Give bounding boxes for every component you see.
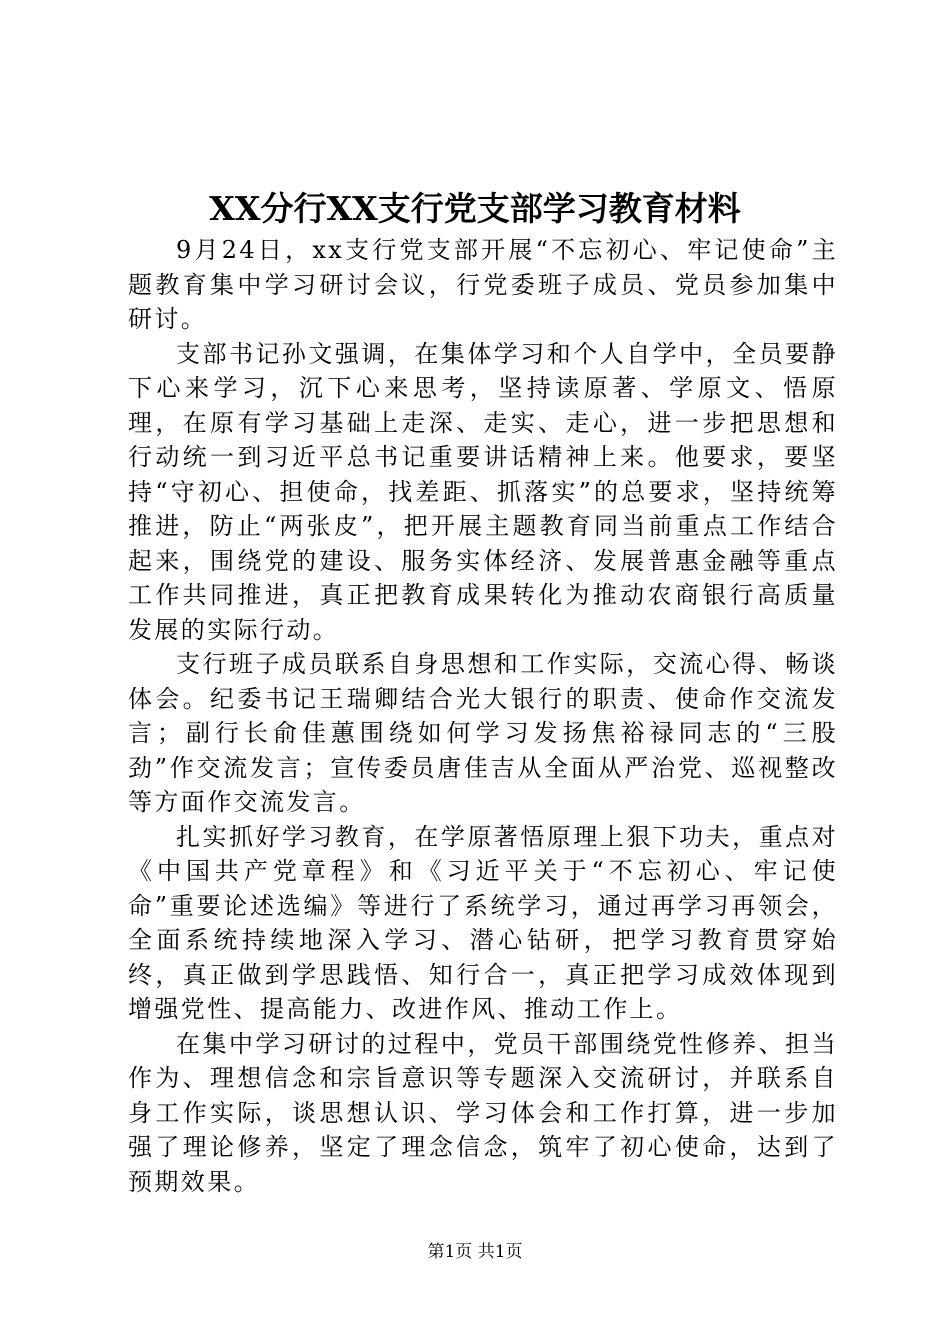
paragraph-3: 支行班子成员联系自身思想和工作实际，交流心得、畅谈体会。纪委书记王瑞卿结合光大银行的职责、使命作交流发言；副行长俞佳蕙围绕如何学习发扬焦裕禄同志的“三股劲”作交流发言；宣传委员唐佳吉从全面从严治党、巡视整改等方面作交流发言。 <box>128 650 838 816</box>
paragraph-1: 9月24日，xx支行党支部开展“不忘初心、牢记使命”主题教育集中学习研讨会议，行党委班子成员、党员参加集中研讨。 <box>128 236 838 333</box>
paragraph-4: 扎实抓好学习教育，在学原著悟原理上狠下功夫，重点对《中国共产党章程》和《习近平关于“不忘初心、牢记使命”重要论述选编》等进行了系统学习，通过再学习再领会，全面系统持续地深入学习、潜心钻研，把学习教育贯穿始终，真正做到学思践悟、知行合一，真正把学习成效体现到增强党性、提高能力、改进作风、推动工作上。 <box>128 822 838 1023</box>
document-title: XX分行XX支行党支部学习教育材料 <box>209 189 741 228</box>
page-footer: 第1页 共1页 <box>427 1242 523 1262</box>
document-body <box>128 233 838 1199</box>
paragraph-2: 支部书记孙文强调，在集体学习和个人自学中，全员要静下心来学习，沉下心来思考，坚持读原著、学原文、悟原理，在原有学习基础上走深、走实、走心，进一步把思想和行动统一到习近平总书记重要讲话精神上来。他要求，要坚持“守初心、担使命，找差距、抓落实”的总要求，坚持统筹推进，防止“两张皮”，把开展主题教育同当前重点工作结合起来，围绕党的建设、服务实体经济、发展普惠金融等重点工作共同推进，真正把教育成果转化为推动农商银行高质量发展的实际行动。 <box>128 339 838 644</box>
paragraph-5: 在集中学习研讨的过程中，党员干部围绕党性修养、担当作为、理想信念和宗旨意识等专题深入交流研讨，并联系自身工作实际，谈思想认识、学习体会和工作打算，进一步加强了理论修养，坚定了理念信念，筑牢了初心使命，达到了预期效果。 <box>128 1029 838 1196</box>
